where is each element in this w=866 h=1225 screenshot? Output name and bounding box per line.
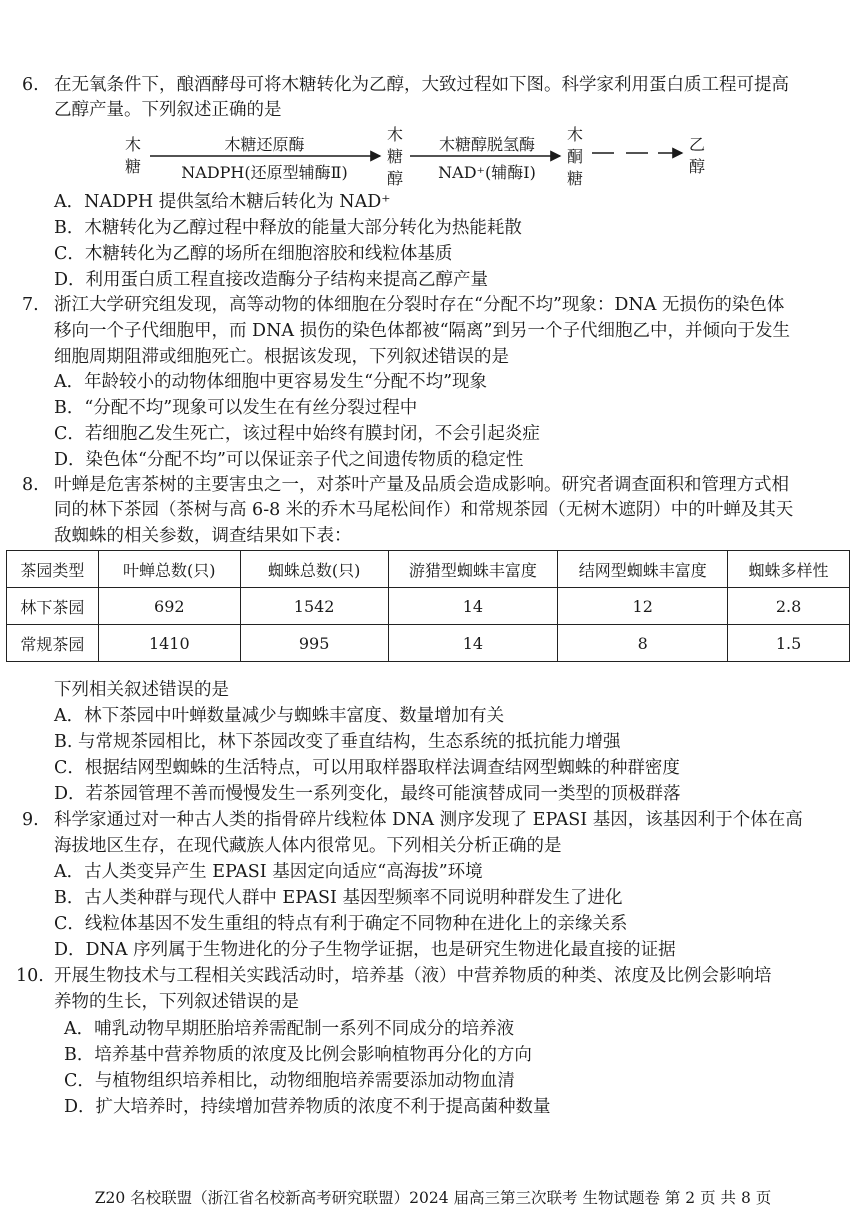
arrow-1-cofactor: NADPH(还原型辅酶Ⅱ): [181, 163, 348, 182]
question-9-option-b: B．古人类种群与现代人群中 EPASI 基因型频率不同说明种群发生了进化: [54, 888, 623, 908]
question-7-option-a: A．年龄较小的动物体细胞中更容易发生“分配不均”现象: [54, 372, 488, 392]
question-9-stem-line-1: 科学家通过对一种古人类的指骨碎片线粒体 DNA 测序发现了 EPASI 基因，该基因利于个体在高: [54, 810, 803, 830]
question-9-option-a: A．古人类变异产生 EPASI 基因定向适应“高海拔”环境: [54, 862, 483, 882]
question-8-after-table: 下列相关叙述错误的是: [54, 680, 229, 700]
pathway-arrows: [0, 0, 866, 200]
question-7-stem-line-1: 浙江大学研究组发现，高等动物的体细胞在分裂时存在“分配不均”现象：DNA 无损伤的染色体: [54, 295, 785, 315]
question-7-stem-line-3: 细胞周期阻滞或细胞死亡。根据该发现，下列叙述错误的是: [54, 347, 509, 367]
question-6-option-a: A．NADPH 提供氢给木糖后转化为 NAD⁺: [54, 192, 391, 212]
table-cell: 14: [388, 625, 558, 662]
question-10-option-c: C．与植物组织培养相比，动物细胞培养需要添加动物血清: [64, 1071, 515, 1091]
question-8-stem-line-1: 叶蝉是危害茶树的主要害虫之一，对茶叶产量及品质会造成影响。研究者调查面积和管理方式相: [54, 475, 789, 495]
question-6-stem-line-2: 乙醇产量。下列叙述正确的是: [54, 100, 282, 120]
question-6-option-c: C．木糖转化为乙醇的场所在细胞溶胶和线粒体基质: [54, 244, 453, 264]
table-cell: 常规茶园: [7, 625, 99, 662]
table-cell: 14: [388, 588, 558, 625]
question-9-number: 9.: [22, 810, 39, 830]
table-cell: 12: [558, 588, 728, 625]
arrow-2-enzyme: 木糖醇脱氢酶: [438, 135, 535, 154]
table-cell: 8: [558, 625, 728, 662]
question-8-stem-line-2: 同的林下茶园（茶树与高 6-8 米的乔木马尾松间作）和常规茶园（无树木遮阴）中的叶蝉及其天: [54, 500, 794, 520]
tea-garden-survey-table: [6, 550, 850, 662]
table-cell: 1.5: [728, 625, 850, 662]
question-9-option-c: C．线粒体基因不发生重组的特点有利于确定不同物种在进化上的亲缘关系: [54, 914, 628, 934]
table-header-cell: 蜘蛛多样性: [728, 551, 850, 588]
question-6-stem-line-1: 在无氧条件下，酿酒酵母可将木糖转化为乙醇，大致过程如下图。科学家利用蛋白质工程可提高: [54, 75, 789, 95]
table-header-cell: 结网型蜘蛛丰富度: [558, 551, 728, 588]
node-xylose: 木糖: [124, 135, 141, 176]
question-10-number: 10.: [16, 966, 44, 986]
question-8-option-c: C．根据结网型蜘蛛的生活特点，可以用取样器取样法调查结网型蜘蛛的种群密度: [54, 758, 680, 778]
node-xylulose: 木酮糖: [566, 125, 583, 188]
question-8-option-d: D．若茶园管理不善而慢慢发生一系列变化，最终可能演替成同一类型的顶极群落: [54, 784, 681, 804]
arrow-1-enzyme: 木糖还原酶: [224, 135, 305, 154]
arrow-2-cofactor: NAD⁺(辅酶Ⅰ): [438, 163, 536, 182]
table-row: [7, 625, 850, 662]
table-cell: 2.8: [728, 588, 850, 625]
table-cell: 692: [98, 588, 240, 625]
question-10-option-a: A．哺乳动物早期胚胎培养需配制一系列不同成分的培养液: [64, 1019, 515, 1039]
question-7-stem-line-2: 移向一个子代细胞甲，而 DNA 损伤的染色体都被“隔离”到另一个子代细胞乙中，并倾向于发生: [54, 321, 790, 341]
question-8-number: 8.: [22, 475, 39, 495]
question-6-option-b: B．木糖转化为乙醇过程中释放的能量大部分转化为热能耗散: [54, 218, 522, 238]
table-cell: 林下茶园: [7, 588, 99, 625]
page-footer: Z20 名校联盟（浙江省名校新高考研究联盟）2024 届高三第三次联考 生物试题卷 第 2 页 共 8 页: [94, 1189, 772, 1207]
table-header-cell: 游猎型蜘蛛丰富度: [388, 551, 558, 588]
question-10-stem-line-2: 养物的生长，下列叙述错误的是: [54, 992, 299, 1012]
question-7-number: 7.: [22, 295, 39, 315]
question-10-stem-line-1: 开展生物技术与工程相关实践活动时，培养基（液）中营养物质的种类、浓度及比例会影响培: [54, 966, 772, 986]
question-10-option-d: D．扩大培养时，持续增加营养物质的浓度不利于提高菌种数量: [64, 1097, 551, 1117]
question-10-option-b: B．培养基中营养物质的浓度及比例会影响植物再分化的方向: [64, 1045, 532, 1065]
table-cell: 1542: [240, 588, 388, 625]
table-cell: 995: [240, 625, 388, 662]
question-6-number: 6.: [22, 75, 39, 95]
table-header-cell: 叶蝉总数(只): [98, 551, 240, 588]
question-8-option-b: B. 与常规茶园相比，林下茶园改变了垂直结构，生态系统的抵抗能力增强: [54, 732, 621, 752]
node-xylitol: 木糖醇: [386, 125, 403, 188]
table-header-row: [7, 551, 850, 588]
question-8-option-a: A．林下茶园中叶蝉数量减少与蜘蛛丰富度、数量增加有关: [54, 706, 505, 726]
question-9-option-d: D．DNA 序列属于生物进化的分子生物学证据，也是研究生物进化最直接的证据: [54, 940, 676, 960]
question-6-option-d: D．利用蛋白质工程直接改造酶分子结构来提高乙醇产量: [54, 270, 489, 290]
node-ethanol: 乙醇: [688, 135, 705, 176]
table-header-cell: 茶园类型: [7, 551, 99, 588]
question-7-option-c: C．若细胞乙发生死亡，该过程中始终有膜封闭，不会引起炎症: [54, 424, 540, 444]
question-7-option-b: B．“分配不均”现象可以发生在有丝分裂过程中: [54, 398, 418, 418]
table-header-cell: 蜘蛛总数(只): [240, 551, 388, 588]
question-8-stem-line-3: 敌蜘蛛的相关参数，调查结果如下表：: [54, 526, 352, 546]
question-7-option-d: D．染色体“分配不均”可以保证亲子代之间遗传物质的稳定性: [54, 450, 524, 470]
table-cell: 1410: [98, 625, 240, 662]
table-row: [7, 588, 850, 625]
question-9-stem-line-2: 海拔地区生存，在现代藏族人体内很常见。下列相关分析正确的是: [54, 836, 562, 856]
